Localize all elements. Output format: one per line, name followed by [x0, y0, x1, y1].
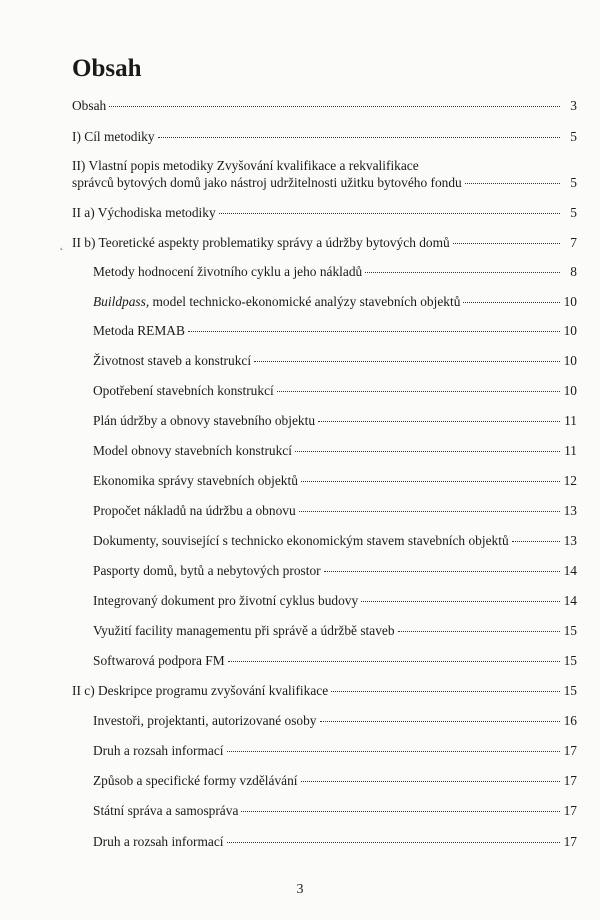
toc-entry-text: II c) Deskripce programu zvyšování kvalifikace	[72, 683, 329, 698]
toc-entry	[72, 234, 577, 251]
toc-entry	[93, 772, 577, 789]
toc-entry-page: 10	[563, 383, 577, 398]
toc-entry-text: II a) Východiska metodiky	[72, 205, 216, 220]
toc-entry-page: 11	[564, 413, 577, 428]
dot-leader	[453, 243, 560, 244]
dot-leader	[277, 391, 560, 392]
toc-entry-text	[93, 293, 460, 310]
toc-entry-text: Druh a rozsah informací	[93, 834, 224, 849]
toc-entry-text: Způsob a specifické formy vzdělávání	[93, 773, 298, 788]
toc-entry	[93, 592, 577, 609]
dot-leader	[318, 421, 560, 422]
toc-entry	[72, 97, 577, 114]
toc-entry-page: 7	[570, 235, 577, 250]
dot-leader	[512, 541, 560, 542]
dot-leader	[398, 631, 560, 632]
toc-entry-text: správců bytových domů jako nástroj udržitelnosti užitku bytového fondu	[72, 175, 462, 190]
toc-entry	[93, 293, 577, 310]
toc-entry-rest: model technicko-ekonomické analýzy stavebních objektů	[149, 294, 461, 309]
toc-entry-page: 13	[563, 503, 577, 518]
dot-leader	[331, 691, 560, 692]
toc-entry-text: Softwarová podpora FM	[93, 653, 225, 668]
toc-entry-text: Opotřebení stavebních konstrukcí	[93, 383, 274, 398]
toc-entry	[93, 472, 577, 489]
dot-leader	[324, 571, 560, 572]
toc-entry-page: 14	[563, 593, 577, 608]
toc-entry	[93, 833, 577, 850]
toc-entry	[93, 712, 577, 729]
dot-leader	[365, 272, 560, 273]
toc-entry-text: Plán údržby a obnovy stavebního objektu	[93, 413, 316, 428]
toc-entry-page: 17	[563, 743, 577, 758]
toc-entry-text: Dokumenty, související s technicko ekonomickým stavem stavebních objektů	[93, 533, 509, 548]
dot-leader	[465, 183, 560, 184]
toc-entry-page: 15	[563, 623, 577, 638]
toc-entry-page: 8	[570, 264, 577, 279]
toc-entry-first-line: II) Vlastní popis metodiky Zvyšování kvalifikace a rekvalifikace	[72, 158, 419, 173]
toc-entry-text: Investoři, projektanti, autorizované osoby	[93, 713, 317, 728]
dot-leader	[295, 451, 560, 452]
toc-entry	[72, 204, 577, 221]
toc-entry-page: 5	[570, 205, 577, 220]
toc-entry-page: 16	[563, 713, 577, 728]
toc-entry-page: 5	[570, 175, 577, 190]
dot-leader	[361, 601, 560, 602]
toc-entry-page: 10	[563, 323, 577, 338]
toc-entry-text: Metody hodnocení životního cyklu a jeho nákladů	[93, 264, 363, 279]
dot-leader	[254, 361, 560, 362]
dot-leader	[219, 213, 560, 214]
toc-entry-text: Státní správa a samospráva	[93, 803, 239, 818]
toc-entry-text: Metoda REMAB	[93, 323, 185, 338]
dot-leader	[241, 811, 560, 812]
toc-entry	[72, 174, 577, 191]
toc-entry	[93, 352, 577, 369]
dot-leader	[227, 842, 560, 843]
toc-entry	[93, 802, 577, 819]
toc-entry	[93, 532, 577, 549]
dot-leader	[299, 511, 560, 512]
toc-entry	[93, 562, 577, 579]
dot-leader	[463, 302, 560, 303]
toc-entry	[93, 412, 577, 429]
toc-entry-page: 11	[564, 443, 577, 458]
toc-entry-text: Životnost staveb a konstrukcí	[93, 353, 252, 368]
toc-entry-text: II b) Teoretické aspekty problematiky správy a údržby bytových domů	[72, 235, 450, 250]
dot-leader	[301, 481, 560, 482]
toc-entry-text: Integrovaný dokument pro životní cyklus budovy	[93, 593, 359, 608]
toc-entry-page: 17	[563, 803, 577, 818]
toc-entry-page: 12	[563, 473, 577, 488]
toc-entry-text: Ekonomika správy stavebních objektů	[93, 473, 298, 488]
toc-entry-page: 10	[563, 353, 577, 368]
toc-entry-page: 15	[563, 683, 577, 698]
toc-entry-text: Obsah	[72, 98, 107, 113]
dot-leader	[228, 661, 560, 662]
toc-entry-page: 10	[563, 294, 577, 309]
dot-leader	[301, 781, 560, 782]
toc-entry-text: Druh a rozsah informací	[93, 743, 224, 758]
toc-entry-text: I) Cíl metodiky	[72, 129, 155, 144]
dot-leader	[227, 751, 560, 752]
toc-entry-page: 17	[563, 834, 577, 849]
toc-entry	[93, 502, 577, 519]
toc-entry	[93, 263, 577, 280]
dot-leader	[188, 331, 560, 332]
toc-entry-text: Využití facility managementu při správě a údržbě staveb	[93, 623, 395, 638]
toc-entry	[93, 652, 577, 669]
toc-entry	[93, 322, 577, 339]
footer-page-number: 3	[296, 882, 304, 897]
toc-entry-emphasis: Buildpass,	[93, 294, 150, 309]
toc-entry	[93, 622, 577, 639]
toc-entry-page: 15	[563, 653, 577, 668]
toc-entry-text: Pasporty domů, bytů a nebytových prostor	[93, 563, 321, 578]
toc-entry-page: 14	[563, 563, 577, 578]
toc-entry	[93, 442, 577, 459]
toc-entry-page: 5	[570, 129, 577, 144]
toc-entry-page: 17	[563, 773, 577, 788]
margin-mark: ˛	[60, 240, 64, 251]
toc-entry-text: Model obnovy stavebních konstrukcí	[93, 443, 292, 458]
toc-entry-page: 13	[563, 533, 577, 548]
toc-entry	[72, 128, 577, 145]
dot-leader	[320, 721, 561, 722]
page-title: Obsah	[72, 55, 142, 82]
toc-entry-page: 3	[570, 98, 577, 113]
dot-leader	[109, 106, 560, 107]
toc-entry	[93, 382, 577, 399]
dot-leader	[158, 137, 560, 138]
toc-entry	[93, 742, 577, 759]
toc-entry	[72, 682, 577, 699]
toc-entry-text: Propočet nákladů na údržbu a obnovu	[93, 503, 296, 518]
